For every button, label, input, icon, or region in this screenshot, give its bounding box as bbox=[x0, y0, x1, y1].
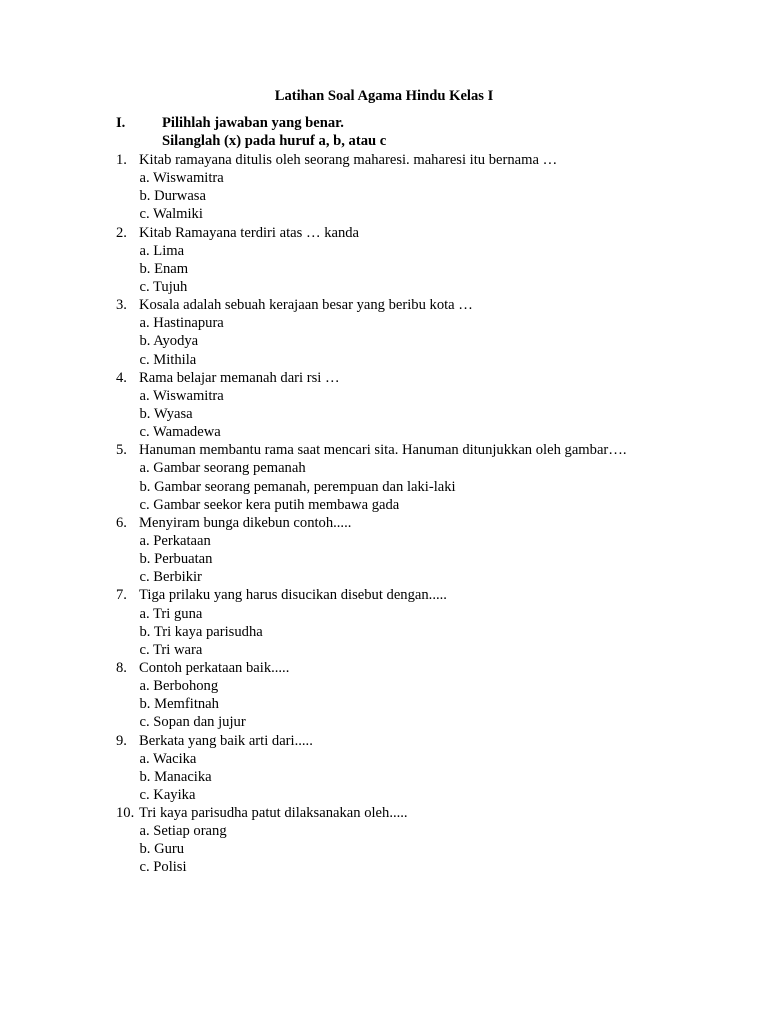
question-item bbox=[116, 804, 756, 877]
question-row bbox=[116, 441, 756, 459]
question-text: Tri kaya parisudha patut dilaksanakan oleh..... bbox=[139, 805, 408, 822]
question-item bbox=[116, 296, 756, 369]
section-instruction-1: Pilihlah jawaban yang benar. bbox=[162, 115, 344, 131]
answer-option: c. Tujuh bbox=[139, 278, 188, 295]
question-number: 8. bbox=[116, 659, 127, 676]
answer-option: a. Wacika bbox=[139, 750, 197, 767]
answer-option: a. Tri guna bbox=[139, 605, 203, 622]
question-row bbox=[116, 804, 756, 822]
question-row bbox=[116, 586, 756, 604]
answer-option: c. Gambar seekor kera putih membawa gada bbox=[139, 496, 400, 513]
question-text: Kitab ramayana ditulis oleh seorang maharesi. maharesi itu bernama … bbox=[139, 152, 558, 168]
answer-option: a. Setiap orang bbox=[139, 823, 227, 840]
question-item bbox=[116, 224, 756, 297]
question-item bbox=[116, 514, 756, 587]
question-list bbox=[116, 151, 756, 877]
answer-option: c. Kayika bbox=[139, 786, 196, 803]
answer-option: c. Wamadewa bbox=[139, 424, 221, 441]
answer-option: c. Sopan dan jujur bbox=[139, 714, 246, 731]
answer-option: a. Perkataan bbox=[139, 532, 211, 549]
question-row bbox=[116, 224, 756, 242]
answer-option: c. Tri wara bbox=[139, 641, 203, 658]
question-number: 10. bbox=[116, 805, 135, 822]
question-item bbox=[116, 369, 756, 442]
question-text: Kosala adalah sebuah kerajaan besar yang beribu kota … bbox=[139, 297, 473, 314]
answer-option: c. Polisi bbox=[139, 859, 187, 876]
answer-option: b. Tri kaya parisudha bbox=[139, 623, 263, 640]
answer-option: b. Ayodya bbox=[139, 333, 199, 350]
document-title: Latihan Soal Agama Hindu Kelas I bbox=[274, 88, 494, 104]
answer-option: a. Berbohong bbox=[139, 678, 219, 695]
question-row bbox=[116, 659, 756, 677]
section-instruction-2: Silanglah (x) pada huruf a, b, atau c bbox=[162, 133, 387, 150]
answer-option: b. Enam bbox=[139, 260, 189, 277]
answer-option: c. Berbikir bbox=[139, 569, 202, 586]
question-number: 3. bbox=[116, 297, 127, 314]
section-header bbox=[116, 114, 386, 150]
answer-option: b. Perbuatan bbox=[139, 551, 213, 568]
answer-option: b. Gambar seorang pemanah, perempuan dan laki-laki bbox=[139, 478, 456, 495]
section-number: I. bbox=[116, 115, 126, 131]
answer-option: a. Wiswamitra bbox=[139, 170, 224, 187]
question-row bbox=[116, 732, 756, 750]
question-item bbox=[116, 732, 756, 805]
answer-option: a. Wiswamitra bbox=[139, 387, 224, 404]
question-item bbox=[116, 441, 756, 514]
question-text: Kitab Ramayana terdiri atas … kanda bbox=[139, 224, 360, 241]
question-number: 4. bbox=[116, 369, 127, 386]
answer-option: c. Mithila bbox=[139, 351, 197, 368]
question-row bbox=[116, 151, 756, 169]
question-number: 9. bbox=[116, 732, 127, 749]
question-row bbox=[116, 369, 756, 387]
answer-option: b. Guru bbox=[139, 841, 185, 858]
question-number: 6. bbox=[116, 514, 127, 531]
answer-option: b. Wyasa bbox=[139, 405, 193, 422]
answer-option: b. Manacika bbox=[139, 768, 212, 785]
question-item bbox=[116, 586, 756, 659]
question-text: Contoh perkataan baik..... bbox=[139, 659, 290, 676]
answer-option: b. Durwasa bbox=[139, 188, 206, 205]
question-text: Hanuman membantu rama saat mencari sita. Hanuman ditunjukkan oleh gambar…. bbox=[139, 442, 627, 459]
question-row bbox=[116, 514, 756, 532]
answer-option: a. Hastinapura bbox=[139, 315, 224, 332]
question-number: 2. bbox=[116, 224, 127, 241]
answer-option: a. Gambar seorang pemanah bbox=[139, 460, 306, 477]
question-item bbox=[116, 151, 756, 224]
answer-option: b. Memfitnah bbox=[139, 696, 219, 713]
question-row bbox=[116, 296, 756, 314]
answer-option: a. Lima bbox=[139, 242, 185, 259]
question-number: 7. bbox=[116, 587, 127, 604]
question-text: Berkata yang baik arti dari..... bbox=[139, 732, 313, 749]
question-number: 5. bbox=[116, 442, 127, 459]
question-number: 1. bbox=[116, 152, 127, 168]
question-item bbox=[116, 659, 756, 732]
question-text: Menyiram bunga dikebun contoh..... bbox=[139, 514, 352, 531]
answer-option: c. Walmiki bbox=[139, 206, 203, 223]
question-text: Tiga prilaku yang harus disucikan disebut dengan..... bbox=[139, 587, 447, 604]
question-text: Rama belajar memanah dari rsi … bbox=[139, 369, 340, 386]
